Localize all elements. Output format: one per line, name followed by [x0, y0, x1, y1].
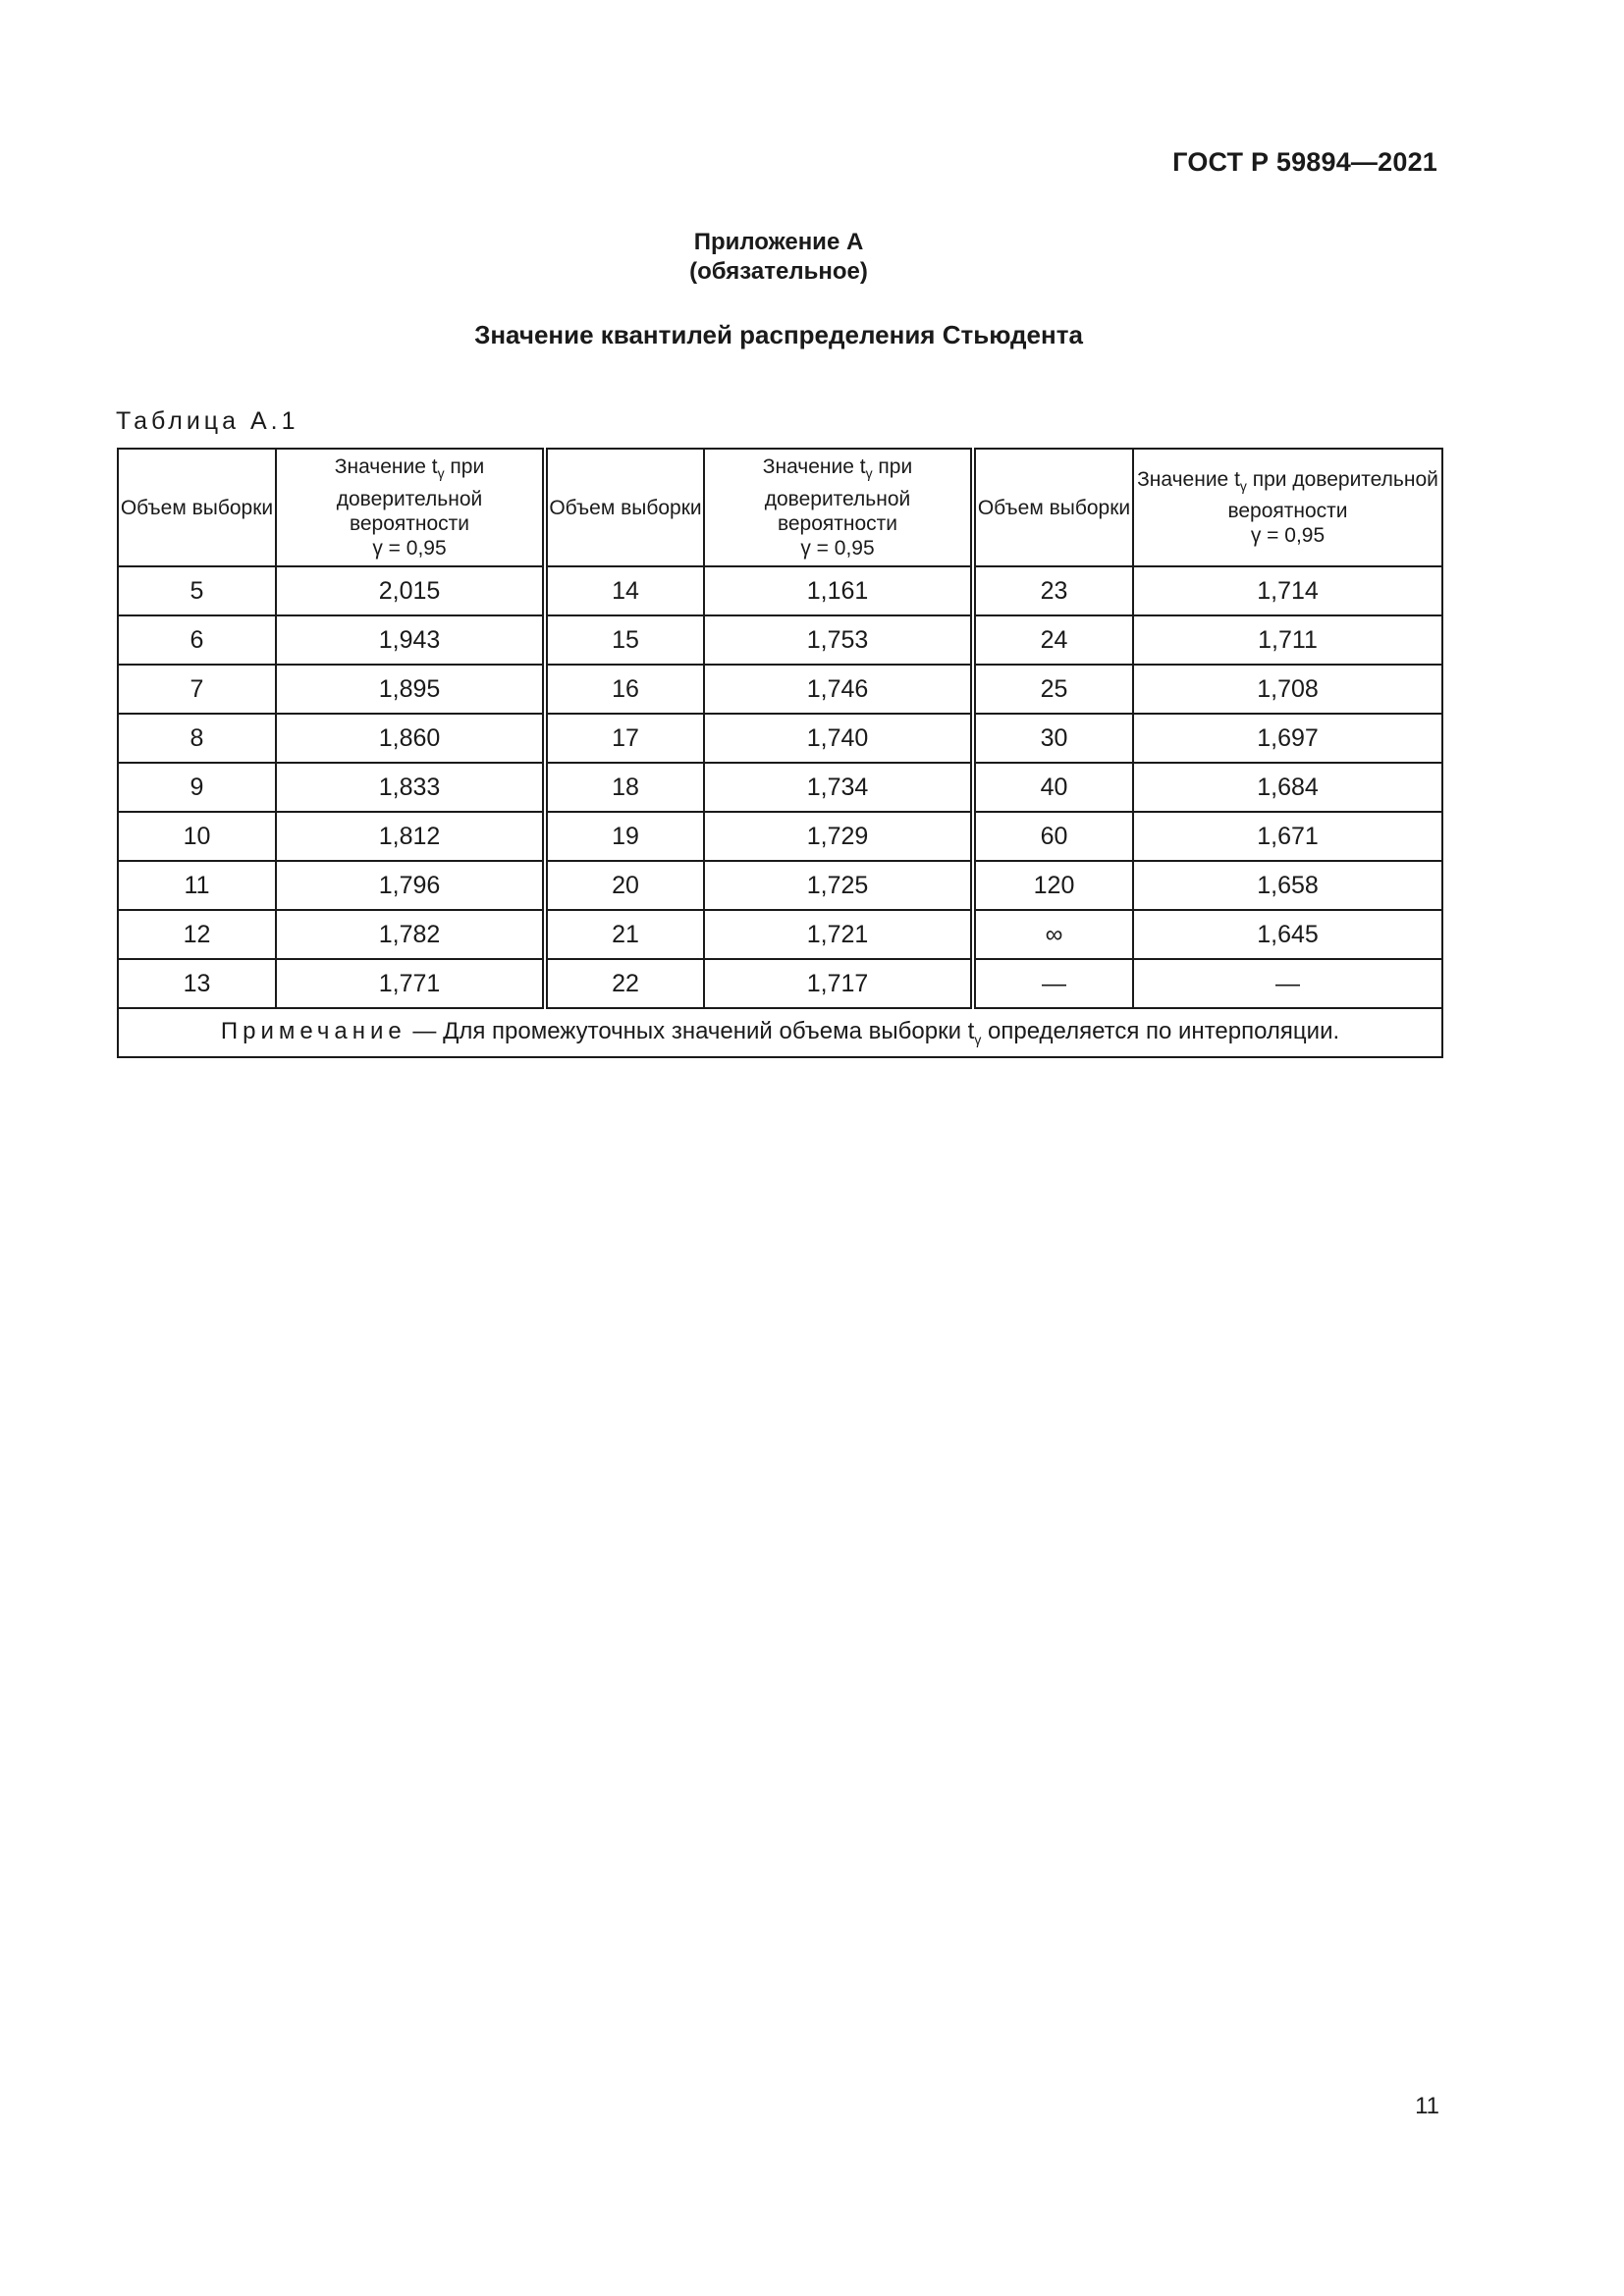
header-t-value: [276, 449, 545, 566]
note-text-before: — Для промежуточных значений объема выборки t: [406, 1018, 975, 1045]
table-cell: 22: [545, 959, 704, 1008]
page-title: Значение квантилей распределения Стьюдента: [474, 320, 1083, 349]
header-t-value: [704, 449, 973, 566]
table-cell: 1,714: [1133, 566, 1442, 615]
appendix-heading: [0, 228, 1557, 287]
table-note: [118, 1008, 1442, 1057]
table-cell: 2,015: [276, 566, 545, 615]
table-cell: 1,895: [276, 665, 545, 714]
header-t-suffix: при доверительной вероятности: [336, 455, 485, 535]
table-cell: 1,833: [276, 763, 545, 812]
table-cell: 1,943: [276, 615, 545, 665]
table-cell: 1,684: [1133, 763, 1442, 812]
table-cell: 9: [118, 763, 276, 812]
student-quantiles-table: [117, 448, 1443, 1058]
table-cell: 1,796: [276, 861, 545, 910]
table-row: [118, 763, 1442, 812]
table-cell: 1,782: [276, 910, 545, 959]
table-cell: 16: [545, 665, 704, 714]
header-t-sub: γ: [437, 465, 445, 482]
table-cell: 30: [973, 714, 1133, 763]
header-t-prefix: Значение t: [1137, 467, 1240, 491]
header-gamma: γ = 0,95: [372, 536, 447, 560]
table-cell: 13: [118, 959, 276, 1008]
table-row: [118, 566, 1442, 615]
header-t-suffix: при доверительной вероятности: [764, 455, 913, 535]
table-cell: 1,860: [276, 714, 545, 763]
table-row: [118, 714, 1442, 763]
table-cell: 1,771: [276, 959, 545, 1008]
table-row: [118, 812, 1442, 861]
table-cell: 60: [973, 812, 1133, 861]
table-cell: 1,697: [1133, 714, 1442, 763]
table-cell: 1,658: [1133, 861, 1442, 910]
header-gamma: γ = 0,95: [800, 536, 875, 560]
table-cell: 1,746: [704, 665, 973, 714]
table-cell: 40: [973, 763, 1133, 812]
table-container: [117, 448, 1441, 1058]
table-cell: 1,721: [704, 910, 973, 959]
header-t-prefix: Значение t: [334, 455, 438, 479]
table-cell: 1,725: [704, 861, 973, 910]
table-cell: 18: [545, 763, 704, 812]
table-cell: 25: [973, 665, 1133, 714]
table-cell: 7: [118, 665, 276, 714]
table-note-row: [118, 1008, 1442, 1057]
table-cell: 10: [118, 812, 276, 861]
table-cell: 21: [545, 910, 704, 959]
note-label: Примечание: [220, 1018, 406, 1045]
table-cell: 20: [545, 861, 704, 910]
table-row: [118, 910, 1442, 959]
header-sample-size: Объем выборки: [545, 449, 704, 566]
header-t-value: [1133, 449, 1442, 566]
table-cell: 1,734: [704, 763, 973, 812]
table-cell: —: [973, 959, 1133, 1008]
table-cell: 1,717: [704, 959, 973, 1008]
table-header-row: [118, 449, 1442, 566]
table-cell: 1,740: [704, 714, 973, 763]
table-cell: 15: [545, 615, 704, 665]
table-cell: 5: [118, 566, 276, 615]
table-cell: 1,671: [1133, 812, 1442, 861]
table-row: [118, 615, 1442, 665]
document-code: ГОСТ Р 59894—2021: [1172, 147, 1437, 177]
appendix-title: Приложение А: [693, 229, 864, 255]
table-row: [118, 959, 1442, 1008]
note-text-after: определяется по интерполяции.: [981, 1018, 1340, 1045]
table-cell: ∞: [973, 910, 1133, 959]
table-cell: 8: [118, 714, 276, 763]
table-cell: 1,711: [1133, 615, 1442, 665]
header-gamma: γ = 0,95: [1250, 524, 1326, 548]
table-row: [118, 665, 1442, 714]
table-cell: 24: [973, 615, 1133, 665]
header-t-sub: γ: [865, 465, 873, 482]
appendix-status: (обязательное): [689, 258, 868, 285]
table-cell: 1,729: [704, 812, 973, 861]
table-cell: 1,161: [704, 566, 973, 615]
table-row: [118, 861, 1442, 910]
table-cell: 11: [118, 861, 276, 910]
header-t-sub: γ: [1239, 478, 1247, 495]
table-cell: 1,708: [1133, 665, 1442, 714]
header-t-prefix: Значение t: [762, 455, 866, 479]
table-cell: 1,645: [1133, 910, 1442, 959]
table-cell: 14: [545, 566, 704, 615]
header-sample-size: Объем выборки: [973, 449, 1133, 566]
header-sample-size: Объем выборки: [118, 449, 276, 566]
table-cell: 1,753: [704, 615, 973, 665]
table-caption: Таблица А.1: [116, 407, 299, 435]
table-cell: —: [1133, 959, 1442, 1008]
page-number: 11: [1415, 2093, 1439, 2119]
table-cell: 1,812: [276, 812, 545, 861]
table-cell: 17: [545, 714, 704, 763]
table-cell: 120: [973, 861, 1133, 910]
table-cell: 6: [118, 615, 276, 665]
header-t-suffix: при доверительной вероятности: [1227, 467, 1438, 523]
table-cell: 23: [973, 566, 1133, 615]
note-sub: γ: [974, 1031, 982, 1047]
table-cell: 12: [118, 910, 276, 959]
table-cell: 19: [545, 812, 704, 861]
